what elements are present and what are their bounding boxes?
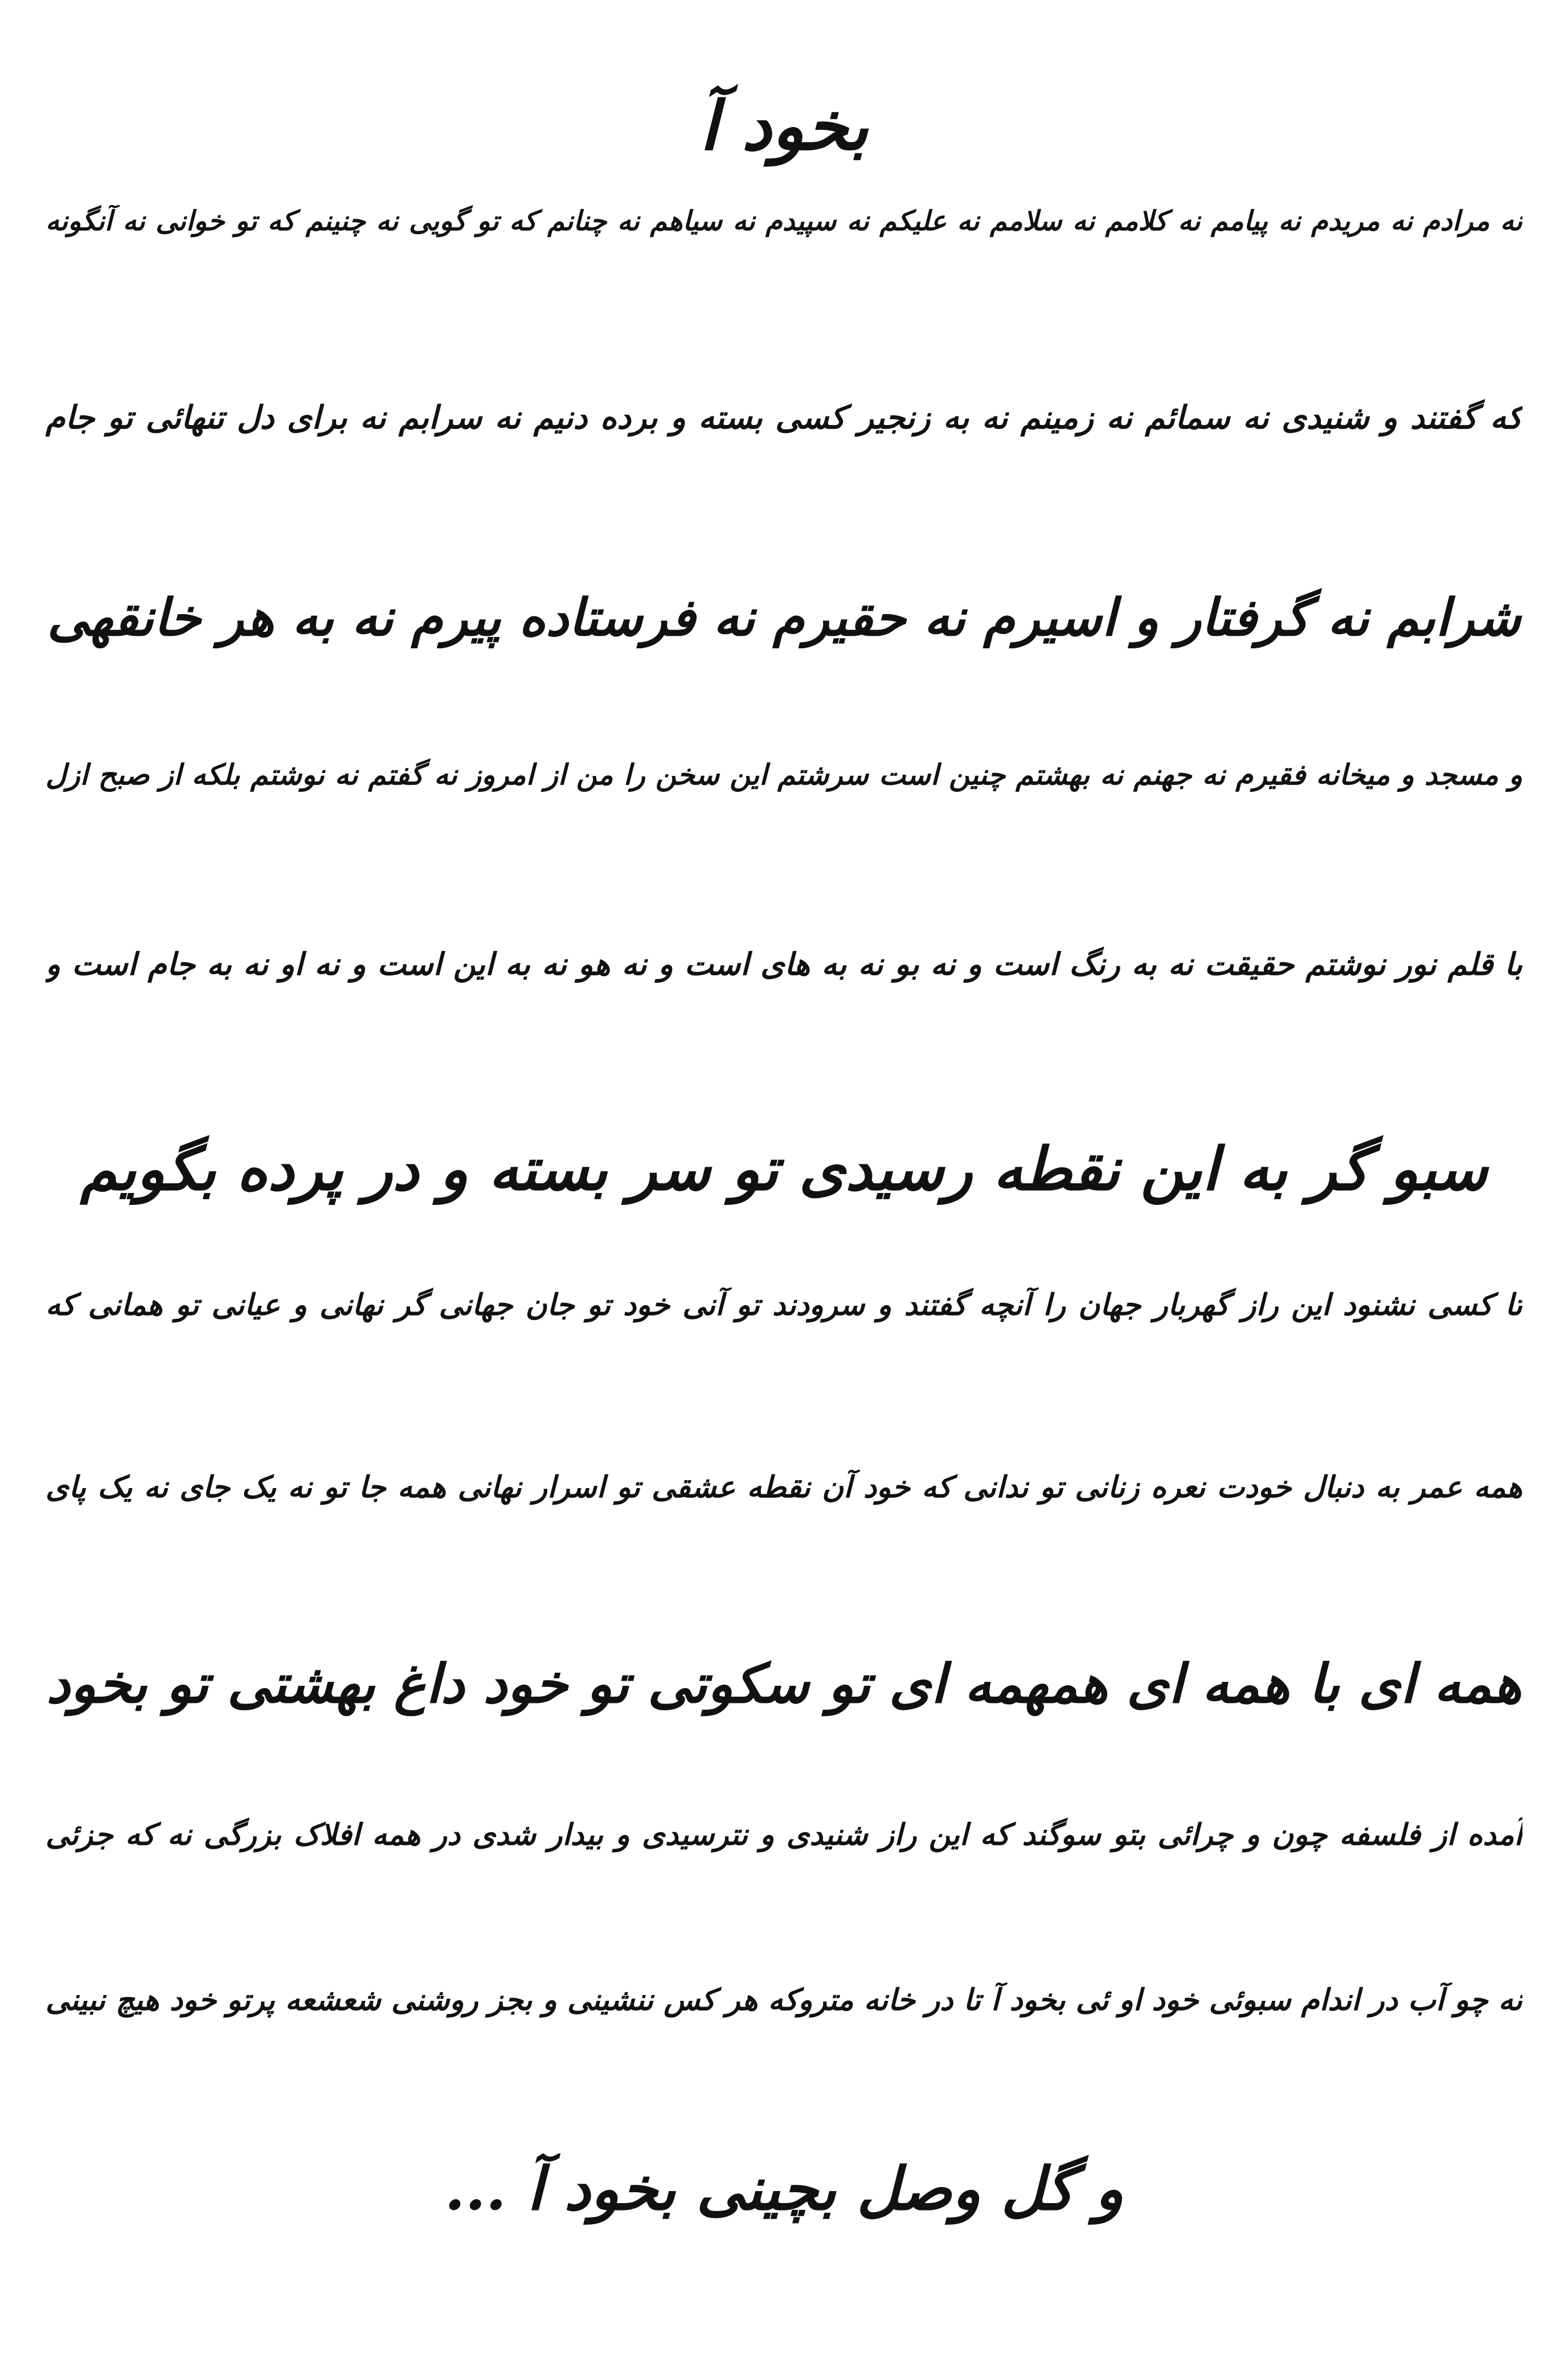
verse-line-11: نه چو آب در اندام سبوئی خود او ئی بخود آ تا در خانه متروکه هر کس ننشینی و بجز روشنی شعشعه پرتو خود هیچ نبینی: [46, 1983, 1522, 2017]
verse-line-1: نه مرادم نه مریدم نه پیامم نه کلامم نه سلامم نه علیکم نه سپیدم نه سیاهم نه چنانم که تو گویی نه چنینم که تو خوانی نه آنگونه: [46, 205, 1522, 237]
verse-line-5: با قلم نور نوشتم حقیقت نه به رنگ است و نه بو نه به های است و نه هو نه به این است و نه او نه به جام است و: [46, 946, 1522, 982]
verse-line-2: که گفتند و شنیدی نه سمائم نه زمینم نه به زنجیر کسی بسته و برده دنیم نه سرابم نه برای دل تنهائی تو جام: [46, 399, 1522, 436]
verse-line-4: و مسجد و میخانه فقیرم نه جهنم نه بهشتم چنین است سرشتم این سخن را من از امروز نه گفتم نه نوشتم بلکه از صبح ازل: [46, 758, 1522, 791]
verse-line-7: تا کسی نشنود این راز گهربار جهان را آنچه گفتند و سرودند تو آنی خود تو جان جهانی گر نهانی و عیانی تو همانی که: [46, 1288, 1522, 1322]
verse-line-10: آمده از فلسفه چون و چرائی بتو سوگند که این راز شنیدی و نترسیدی و بیدار شدی در همه افلاک بزرگی نه که جزئی: [46, 1817, 1522, 1852]
verse-line-3: شرابم نه گرفتار و اسیرم نه حقیرم نه فرستاده پیرم نه به هر خانقهی: [47, 587, 1521, 648]
verse-line-12: و گل وصل بچینی بخود آ ...: [444, 2154, 1124, 2224]
page-title: بخود آ: [699, 86, 869, 165]
verse-line-6: سبو گر به این نقطه رسیدی تو سر بسته و در پرده بگویم: [80, 1134, 1488, 1204]
verse-line-9: همه ای با همه ای همهمه ای تو سکوتی تو خود داغ بهشتی تو بخود: [46, 1653, 1522, 1715]
verse-line-8: همه عمر به دنبال خودت نعره زنانی تو ندانی که خود آن نقطه عشقی تو اسرار نهانی همه جا تو نه یک جای نه یک پای: [46, 1470, 1522, 1505]
